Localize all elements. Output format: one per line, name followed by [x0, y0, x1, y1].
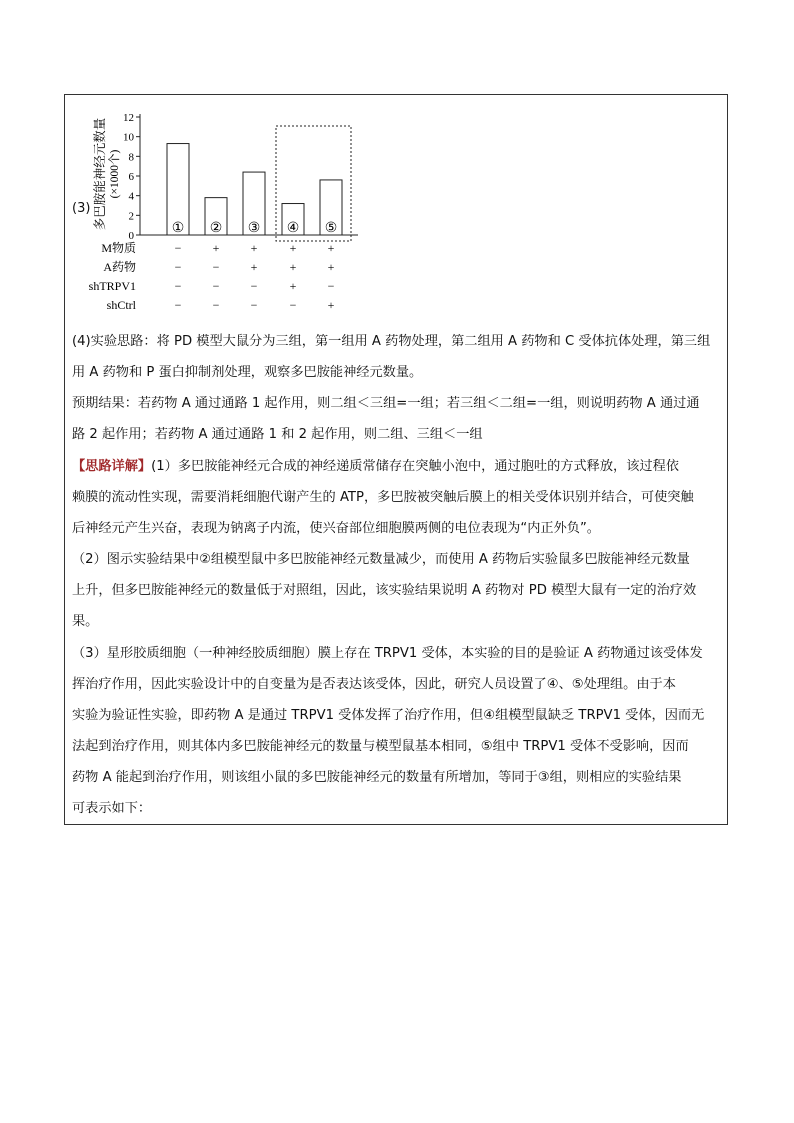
para-7-line-1: （2）图示实验结果中②组模型鼠中多巴胺能神经元数量减少，而使用 A 药物后实验鼠多巴胺能神经元数量 — [72, 552, 690, 567]
condition-sign: − — [250, 279, 258, 293]
condition-sign: − — [250, 298, 258, 312]
para-5-line-1: 预期结果：若药物 A 通过通路 1 起作用，则二组＜三组=一组；若三组＜二组=一组，则说明药物 A 通过通 — [72, 396, 700, 411]
para-6-line-1 — [72, 451, 722, 482]
condition-sign: + — [327, 298, 335, 312]
condition-name: shCtrl — [106, 298, 136, 312]
question-3-label: (3) — [72, 201, 91, 216]
condition-sign: + — [289, 279, 297, 293]
y-tick-label: 0 — [128, 230, 134, 242]
bar-label: ④ — [286, 221, 300, 236]
bar-chart — [80, 102, 380, 322]
condition-name: A药物 — [103, 260, 136, 274]
condition-sign: − — [212, 298, 220, 312]
y-tick-label: 4 — [128, 190, 134, 203]
condition-sign: − — [289, 298, 297, 312]
para-4-line-1: (4)实验思路：将 PD 模型大鼠分为三组，第一组用 A 药物处理，第二组用 A 药物和 C 受体抗体处理，第三组 — [72, 334, 711, 349]
condition-sign: + — [250, 241, 258, 255]
y-tick-label: 12 — [123, 112, 134, 124]
condition-name: M物质 — [101, 241, 136, 255]
condition-sign: − — [174, 298, 182, 312]
para-8-line-2: 挥治疗作用，因此实验设计中的自变量为是否表达该受体，因此，研究人员设置了④、⑤处理组。由于本 — [72, 677, 676, 692]
condition-sign: + — [327, 260, 335, 274]
condition-sign: + — [327, 241, 335, 255]
para-8-line-5: 药物 A 能起到治疗作用，则该组小鼠的多巴胺能神经元的数量有所增加，等同于③组，则相应的实验结果 — [72, 770, 682, 785]
para-7-line-3: 果。 — [72, 614, 99, 629]
bar-label: ③ — [247, 221, 261, 236]
condition-sign: − — [327, 279, 335, 293]
analysis-tag: 【思路详解】 — [72, 459, 152, 474]
para-6-line-2: 赖膜的流动性实现，需要消耗细胞代谢产生的 ATP，多巴胺被突触后膜上的相关受体识别并结合，可使突触 — [72, 490, 694, 505]
condition-sign: − — [212, 279, 220, 293]
y-tick-label: 8 — [128, 151, 134, 164]
condition-sign: − — [212, 260, 220, 274]
condition-sign: + — [212, 241, 220, 255]
para-8-line-3: 实验为验证性实验，即药物 A 是通过 TRPV1 受体发挥了治疗作用，但④组模型鼠缺乏 TRPV1 受体，因而无 — [72, 708, 705, 723]
bar-label: ① — [171, 221, 185, 236]
condition-sign: − — [174, 260, 182, 274]
y-tick-label: 10 — [123, 131, 134, 144]
para-6-line-3: 后神经元产生兴奋，表现为钠离子内流，使兴奋部位细胞膜两侧的电位表现为“内正外负”。 — [72, 521, 600, 536]
y-axis-unit-label: (×1000个) — [109, 149, 121, 199]
condition-sign: + — [289, 260, 297, 274]
y-axis-label: 多巴胺能神经元数量 — [93, 117, 107, 231]
y-tick-label: 2 — [128, 210, 134, 223]
condition-sign: − — [174, 279, 182, 293]
bar-label: ② — [209, 221, 223, 236]
para-7-line-2: 上升，但多巴胺能神经元的数量低于对照组，因此，该实验结果说明 A 药物对 PD 模型大鼠有一定的治疗效 — [72, 583, 697, 598]
condition-sign: + — [289, 241, 297, 255]
condition-sign: + — [250, 260, 258, 274]
condition-name: shTRPV1 — [88, 279, 136, 293]
para-8-line-4: 法起到治疗作用，则其体内多巴胺能神经元的数量与模型鼠基本相同，⑤组中 TRPV1 受体不受影响，因而 — [72, 739, 689, 754]
para-4-line-2: 用 A 药物和 P 蛋白抑制剂处理，观察多巴胺能神经元数量。 — [72, 365, 423, 380]
para-6-line-1-text: (1）多巴胺能神经元合成的神经递质常储存在突触小泡中，通过胞吐的方式释放，该过程依 — [151, 459, 679, 474]
para-8-line-1: （3）星形胶质细胞（一种神经胶质细胞）膜上存在 TRPV1 受体，本实验的目的是验证 A 药物通过该受体发 — [72, 646, 703, 661]
para-8-line-6: 可表示如下： — [72, 801, 152, 816]
y-tick-label: 6 — [128, 171, 134, 183]
condition-sign: − — [174, 241, 182, 255]
bar-label: ⑤ — [324, 221, 338, 236]
para-5-line-2: 路 2 起作用；若药物 A 通过通路 1 和 2 起作用，则二组、三组＜一组 — [72, 427, 483, 442]
